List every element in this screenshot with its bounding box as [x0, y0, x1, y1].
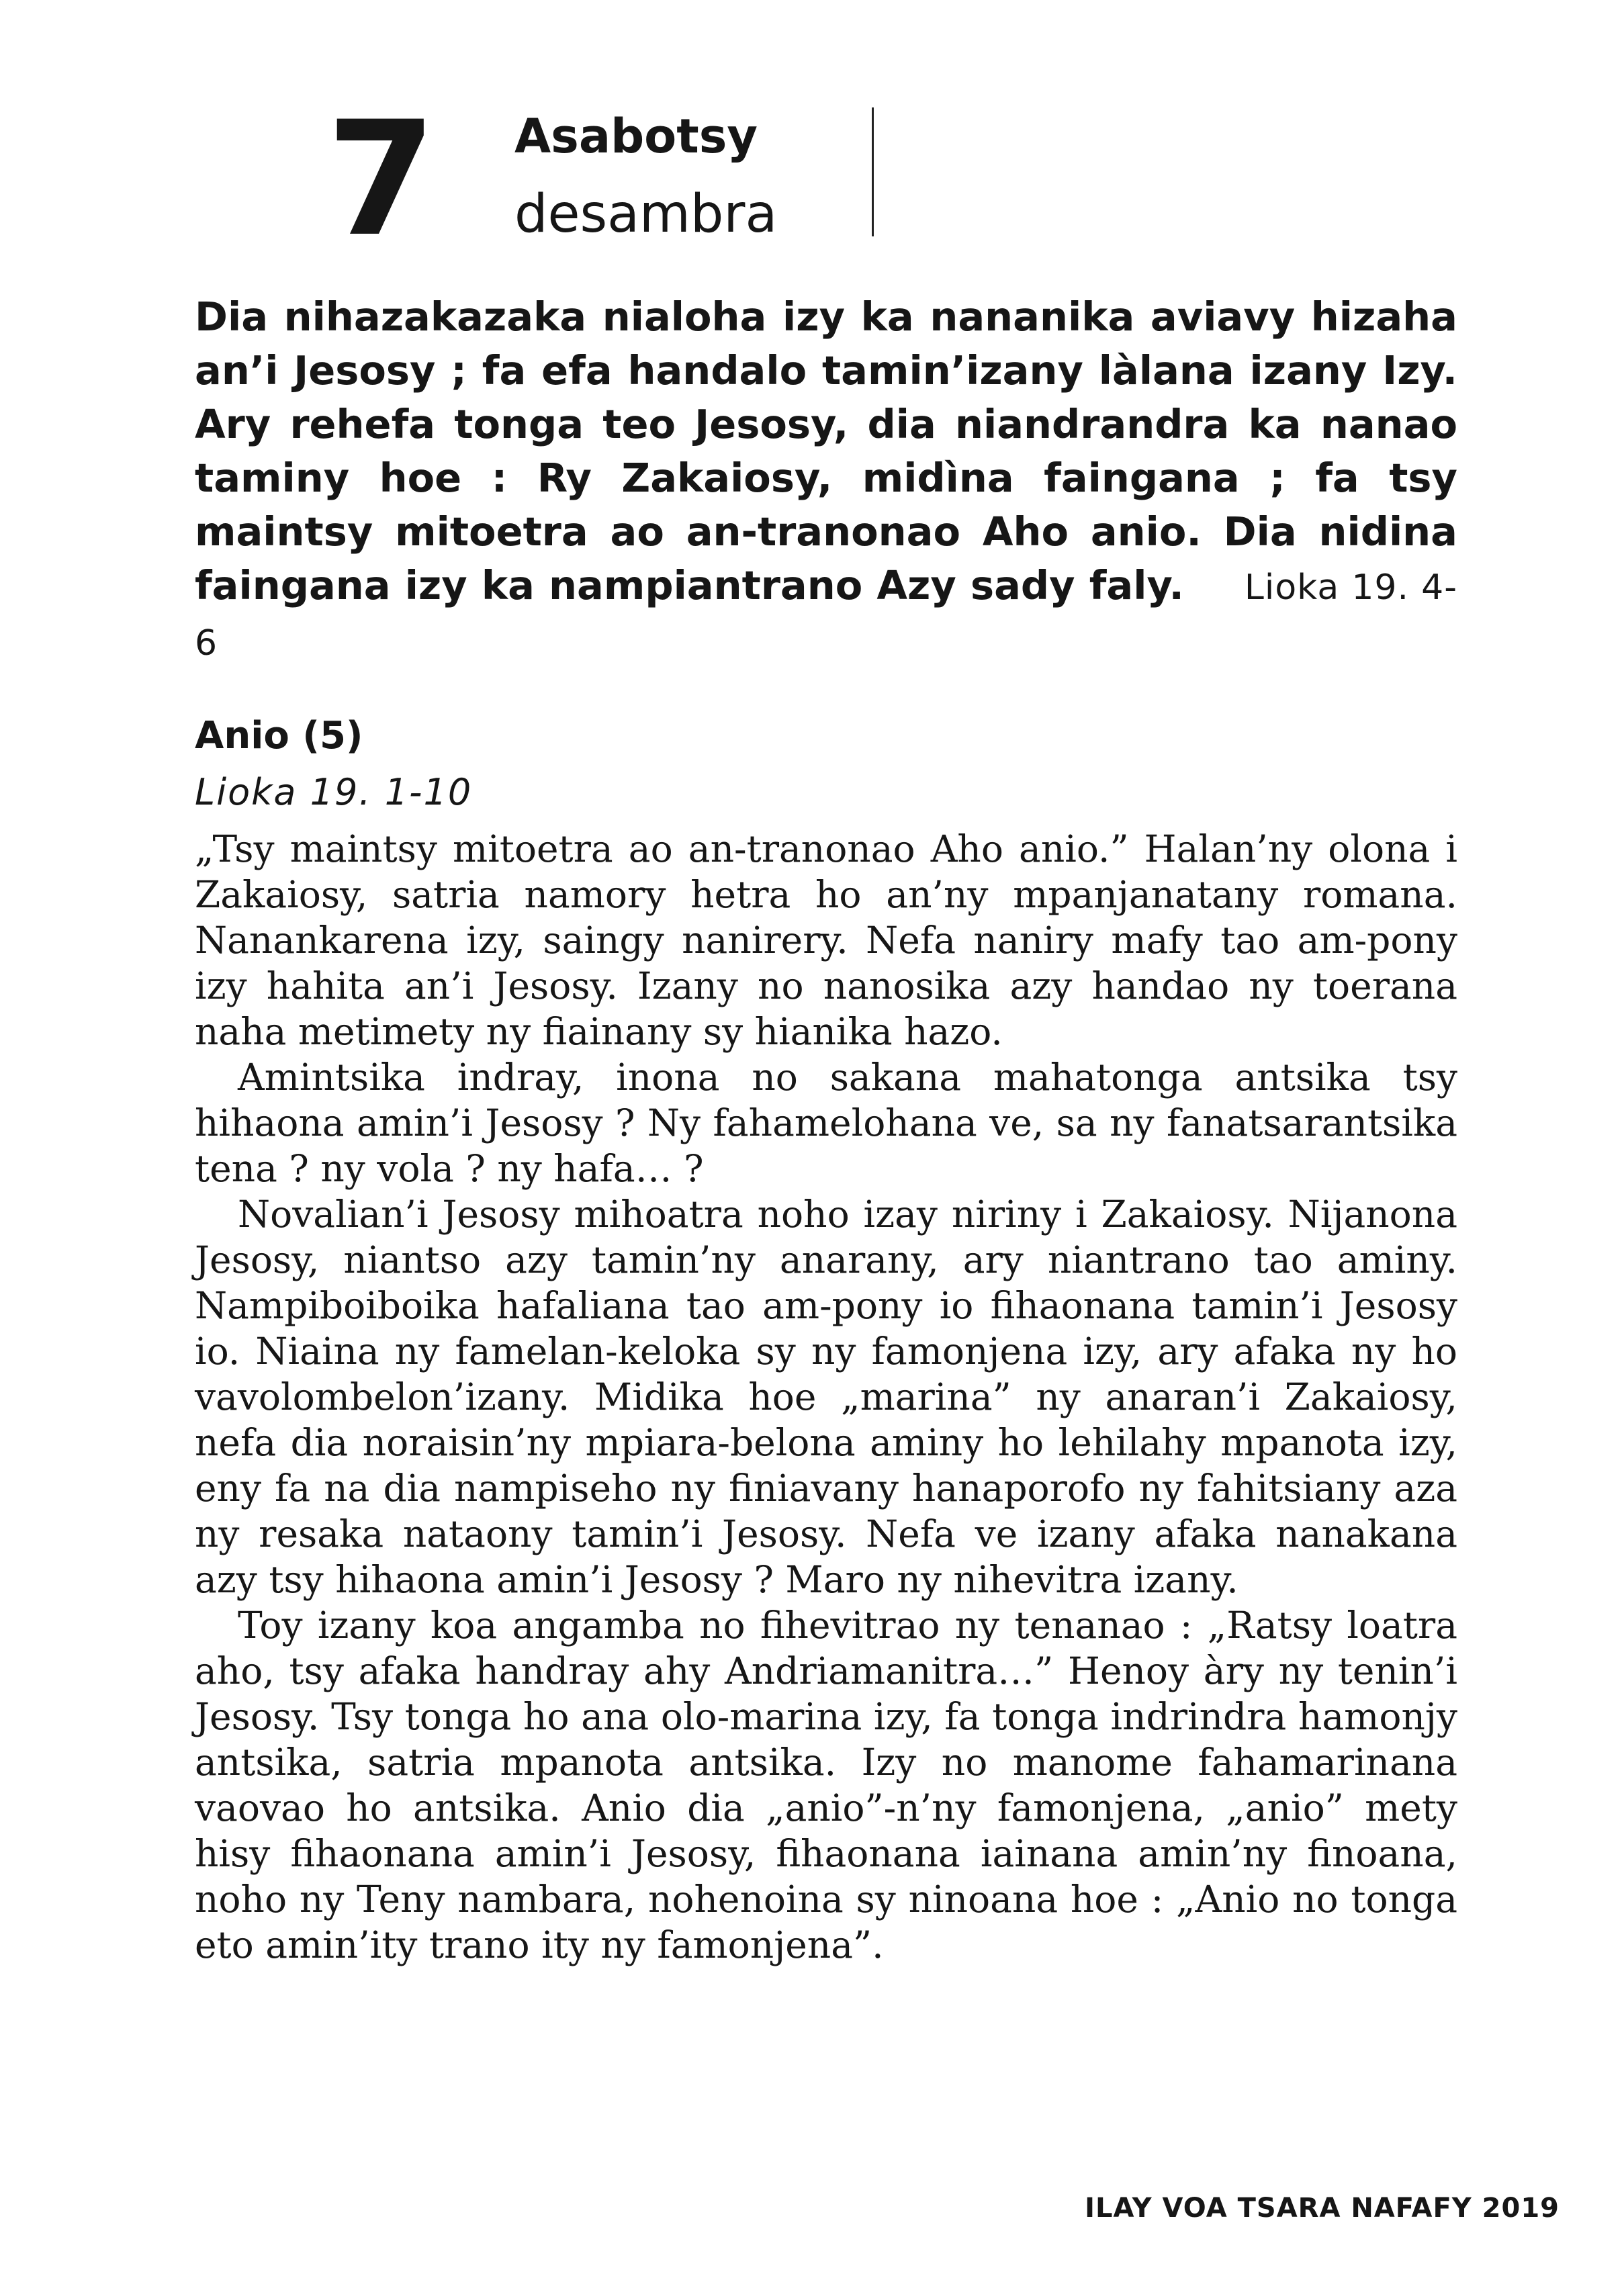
bible-verse: [195, 290, 1457, 670]
header-divider: [872, 107, 874, 236]
verse-text: Dia nihazakazaka nialoha izy ka nananika aviavy hizaha an’i Jesosy ; fa efa handalo tamin’izany làlana izany Izy. Ary rehefa tonga teo Jesosy, dia niandrandra ka nanao taminy hoe : Ry Zakaiosy, midìna faingana ; fa tsy maintsy mitoetra ao an-tranonao Aho anio. Dia nidina faingana izy ka nampiantrano Azy sady faly.: [195, 293, 1457, 608]
body-paragraph: Novalian’i Jesosy mihoatra noho izay niriny i Zakaiosy. Nijanona Jesosy, niantso azy tamin’ny anarany, ary niantrano tao aminy. Nampiboiboika hafaliana tao am-pony io fihaonana tamin’i Jesosy io. Niaina ny famelan-keloka sy ny famonjena izy, ary afaka ny ho vavolombelon’izany. Midika hoe „marina” ny anaran’i Zakaiosy, nefa dia noraisin’ny mpiara-belona aminy ho lehilahy mpanota izy, eny fa na dia nampiseho ny finiavany hanaporofo ny fahitsiany aza ny resaka nataony tamin’i Jesosy. Nefa ve izany afaka nanakana azy tsy hihaona amin’i Jesosy ? Maro ny nihevitra izany.: [195, 1193, 1457, 1601]
body-paragraph: „Tsy maintsy mitoetra ao an-tranonao Aho anio.” Halan’ny olona i Zakaiosy, satria namory hetra ho an’ny mpanjanatany romana. Nanankarena izy, saingy nanirery. Nefa naniry mafy tao am-pony izy hahita an’i Jesosy. Izany no nanosika azy handao ny toerana naha metimety ny fiainany sy hianika hazo.: [195, 827, 1457, 1053]
verse-reference: Lioka 19. 4-6: [195, 567, 1457, 664]
date-header: [0, 0, 1624, 271]
month: desambra: [514, 184, 778, 244]
devotional-body: [195, 826, 1457, 1968]
reading-reference: Lioka 19. 1-10: [195, 771, 473, 813]
weekday: Asabotsy: [514, 109, 758, 164]
footer-publication: ILAY VOA TSARA NAFAFY 2019: [1085, 2193, 1560, 2224]
body-paragraph: Toy izany koa angamba no fihevitrao ny tenanao : „Ratsy loatra aho, tsy afaka handray ahy Andriamanitra…” Henoy àry ny tenin’i Jesosy. Tsy tonga ho ana olo-marina izy, fa tonga indrindra hamonjy antsika, satria mpanota antsika. Izy no manome fahamarinana vaovao ho antsika. Anio dia „anio”-n’ny famonjena, „anio” mety hisy fihaonana amin’i Jesosy, fihaonana iainana amin’ny finoana, noho ny Teny nambara, nohenoina sy ninoana hoe : „Anio no tonga eto amin’ity trano ity ny famonjena”.: [195, 1604, 1457, 1966]
section-title: Anio (5): [195, 714, 363, 758]
day-number: 7: [326, 88, 433, 271]
body-paragraph: Amintsika indray, inona no sakana mahatonga antsika tsy hihaona amin’i Jesosy ? Ny fahamelohana ve, sa ny fanatsarantsika tena ? ny vola ? ny hafa… ?: [195, 1056, 1457, 1190]
